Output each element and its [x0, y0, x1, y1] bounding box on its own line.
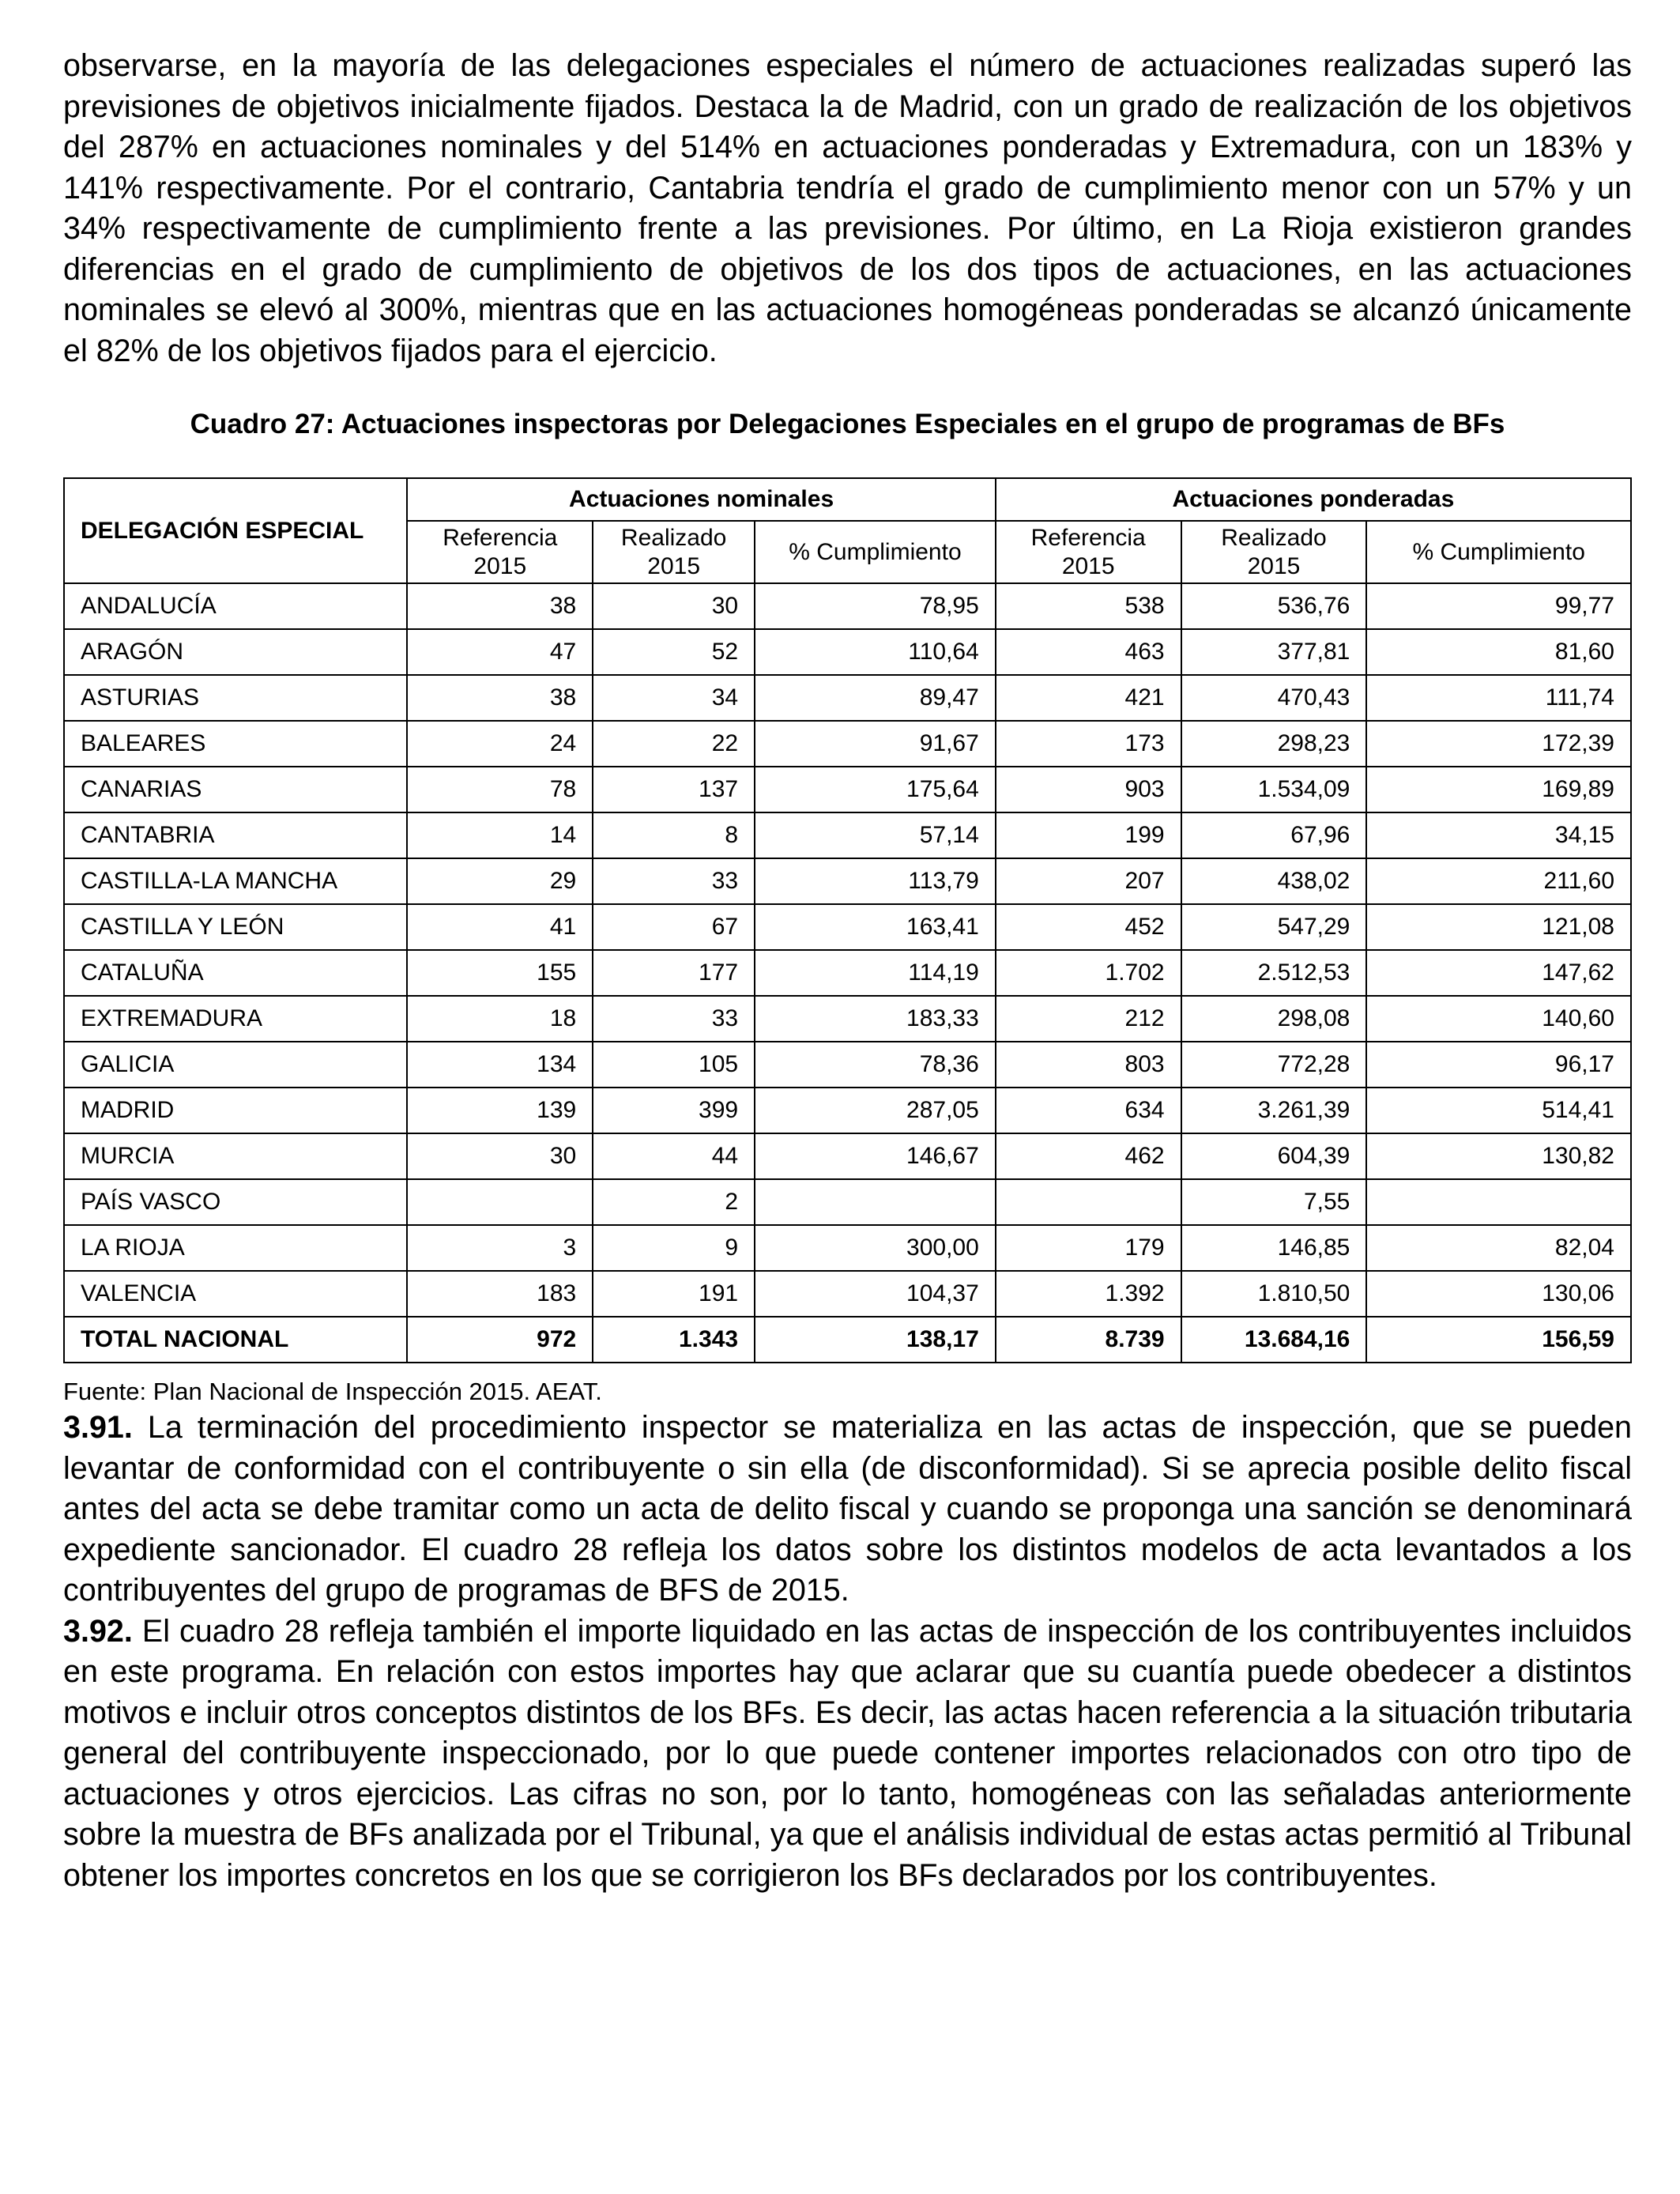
table-row: [64, 767, 1631, 812]
cell-n-pct: 57,14: [755, 812, 996, 858]
table-row: [64, 629, 1631, 675]
delegacion-name-cell: ARAGÓN: [64, 629, 407, 675]
cell-n-pct: 287,05: [755, 1088, 996, 1133]
paragraph-text: La terminación del procedimiento inspector se materializa en las actas de inspección, que se pueden levantar de conformidad con el contribuyente o sin ella (de disconformidad). Si se aprecia posible delito fiscal antes del acta se debe tramitar como un acta de delito fiscal y cuando se proponga una sanción se denominará expediente sancionador. El cuadro 28 refleja los datos sobre los distintos modelos de acta levantados a los contribuyentes del grupo de programas de BFS de 2015.: [63, 1410, 1632, 1608]
delegacion-name-cell: ANDALUCÍA: [64, 583, 407, 629]
table-row: [64, 1179, 1631, 1225]
cell-n-real: 52: [593, 629, 755, 675]
delegacion-name-cell: MURCIA: [64, 1133, 407, 1179]
cell-p-pct: 81,60: [1366, 629, 1631, 675]
table-row: [64, 1271, 1631, 1317]
cell-p-pct: 82,04: [1366, 1225, 1631, 1271]
header-actuaciones-ponderadas: Actuaciones ponderadas: [996, 478, 1631, 521]
cell-n-pct: 91,67: [755, 721, 996, 767]
cell-n-ref: 24: [407, 721, 593, 767]
table-row: [64, 721, 1631, 767]
intro-paragraph: observarse, en la mayoría de las delegaciones especiales el número de actuaciones realizadas superó las previsiones de objetivos inicialmente fijados. Destaca la de Madrid, con un grado de realización de los objetivos del 287% en actuaciones nominales y del 514% en actuaciones ponderadas y Extremadura, con un 183% y 141% respectivamente. Por el contrario, Cantabria tendría el grado de cumplimiento menor con un 57% y un 34% respectivamente de cumplimiento frente a las previsiones. Por último, en La Rioja existieron grandes diferencias en el grado de cumplimiento de objetivos de los dos tipos de actuaciones, en las actuaciones nominales se elevó al 300%, mientras que en las actuaciones homogéneas ponderadas se alcanzó únicamente el 82% de los objetivos fijados para el ejercicio.: [63, 48, 1632, 368]
cell-p-real: 604,39: [1181, 1133, 1367, 1179]
cell-n-ref: 78: [407, 767, 593, 812]
cell-p-ref: 462: [996, 1133, 1181, 1179]
delegacion-name-cell: CATALUÑA: [64, 950, 407, 996]
cell-n-real: 34: [593, 675, 755, 721]
cell-p-pct: 156,59: [1366, 1317, 1631, 1363]
cell-n-real: 137: [593, 767, 755, 812]
cell-p-ref: 199: [996, 812, 1181, 858]
cell-p-real: 547,29: [1181, 904, 1367, 950]
cell-n-pct: 300,00: [755, 1225, 996, 1271]
table-row: [64, 1088, 1631, 1133]
table-row: [64, 996, 1631, 1042]
delegacion-name-cell: LA RIOJA: [64, 1225, 407, 1271]
table-row: [64, 583, 1631, 629]
cell-n-ref: 18: [407, 996, 593, 1042]
header-delegacion: DELEGACIÓN ESPECIAL: [64, 478, 407, 583]
cell-n-real: 33: [593, 996, 755, 1042]
cell-n-ref: 29: [407, 858, 593, 904]
cell-p-ref: 903: [996, 767, 1181, 812]
table-row: [64, 858, 1631, 904]
cell-n-pct: 138,17: [755, 1317, 996, 1363]
cell-p-ref: 212: [996, 996, 1181, 1042]
cell-n-real: 67: [593, 904, 755, 950]
cell-p-ref: 452: [996, 904, 1181, 950]
cell-n-real: 9: [593, 1225, 755, 1271]
paragraph-3-92: [63, 1612, 1632, 1897]
header-nominal-cumplimiento: % Cumplimiento: [755, 521, 996, 583]
delegacion-name-cell: GALICIA: [64, 1042, 407, 1088]
cell-p-real: 2.512,53: [1181, 950, 1367, 996]
cell-p-real: 1.810,50: [1181, 1271, 1367, 1317]
cell-n-real: 8: [593, 812, 755, 858]
paragraph-3-91: [63, 1408, 1632, 1612]
cell-n-ref: 3: [407, 1225, 593, 1271]
cell-n-ref: 155: [407, 950, 593, 996]
cell-n-pct: 114,19: [755, 950, 996, 996]
table-title: Cuadro 27: Actuaciones inspectoras por Delegaciones Especiales en el grupo de programas de BFs: [190, 409, 1505, 439]
document-page: [63, 46, 1632, 1896]
cell-p-ref: 1.392: [996, 1271, 1181, 1317]
cell-n-ref: 134: [407, 1042, 593, 1088]
paragraph-number: 3.91.: [63, 1410, 133, 1445]
cell-n-pct: 78,95: [755, 583, 996, 629]
table-total-row: [64, 1317, 1631, 1363]
header-nominal-realizado: Realizado 2015: [593, 521, 755, 583]
table-row: [64, 950, 1631, 996]
cell-n-ref: [407, 1179, 593, 1225]
cell-p-pct: 172,39: [1366, 721, 1631, 767]
delegacion-name-cell: MADRID: [64, 1088, 407, 1133]
cell-p-real: 3.261,39: [1181, 1088, 1367, 1133]
header-ponderada-realizado: Realizado 2015: [1181, 521, 1367, 583]
paragraph-text: El cuadro 28 refleja también el importe liquidado en las actas de inspección de los contribuyentes incluidos en este programa. En relación con estos importes hay que aclarar que su cuantía puede obedecer a distintos motivos e incluir otros conceptos distintos de los BFs. Es decir, las actas hacen referencia a la situación tributaria general del contribuyente inspeccionado, por lo que puede contener importes relacionados con otro tipo de actuaciones y otros ejercicios. Las cifras no son, por lo tanto, homogéneas con las señaladas anteriormente sobre la muestra de BFs analizada por el Tribunal, ya que el análisis individual de estas actas permitió al Tribunal obtener los importes concretos en los que se corrigieron los BFs declarados por los contribuyentes.: [63, 1613, 1632, 1893]
cell-p-ref: 421: [996, 675, 1181, 721]
delegacion-name-cell: BALEARES: [64, 721, 407, 767]
cell-n-pct: 183,33: [755, 996, 996, 1042]
cell-n-pct: 163,41: [755, 904, 996, 950]
delegacion-name-cell: PAÍS VASCO: [64, 1179, 407, 1225]
cell-p-pct: 130,82: [1366, 1133, 1631, 1179]
cell-p-real: 67,96: [1181, 812, 1367, 858]
cell-n-real: 33: [593, 858, 755, 904]
cell-n-ref: 972: [407, 1317, 593, 1363]
cell-p-ref: [996, 1179, 1181, 1225]
cell-p-pct: 111,74: [1366, 675, 1631, 721]
cell-n-ref: 14: [407, 812, 593, 858]
delegacion-name-cell: CANTABRIA: [64, 812, 407, 858]
source-note: Fuente: Plan Nacional de Inspección 2015. AEAT.: [63, 1378, 602, 1405]
header-actuaciones-nominales: Actuaciones nominales: [407, 478, 995, 521]
cell-n-real: 1.343: [593, 1317, 755, 1363]
delegacion-name-cell: EXTREMADURA: [64, 996, 407, 1042]
paragraph-number: 3.92.: [63, 1613, 133, 1649]
table-row: [64, 1225, 1631, 1271]
cell-n-real: 44: [593, 1133, 755, 1179]
cell-p-real: 772,28: [1181, 1042, 1367, 1088]
cell-n-ref: 47: [407, 629, 593, 675]
cell-p-real: 7,55: [1181, 1179, 1367, 1225]
cell-p-real: 13.684,16: [1181, 1317, 1367, 1363]
cell-p-ref: 1.702: [996, 950, 1181, 996]
delegacion-name-cell: VALENCIA: [64, 1271, 407, 1317]
delegacion-name-cell: CASTILLA-LA MANCHA: [64, 858, 407, 904]
cell-n-real: 191: [593, 1271, 755, 1317]
cell-p-real: 470,43: [1181, 675, 1367, 721]
delegacion-name-cell: ASTURIAS: [64, 675, 407, 721]
cell-n-pct: [755, 1179, 996, 1225]
header-ponderada-referencia: Referencia 2015: [996, 521, 1181, 583]
header-nominal-referencia: Referencia 2015: [407, 521, 593, 583]
cell-p-ref: 803: [996, 1042, 1181, 1088]
delegacion-name-cell: CASTILLA Y LEÓN: [64, 904, 407, 950]
delegacion-name-cell: CANARIAS: [64, 767, 407, 812]
cell-n-real: 22: [593, 721, 755, 767]
cell-n-ref: 38: [407, 583, 593, 629]
table-row: [64, 904, 1631, 950]
cell-n-ref: 139: [407, 1088, 593, 1133]
cell-n-ref: 38: [407, 675, 593, 721]
cell-n-ref: 30: [407, 1133, 593, 1179]
cell-p-ref: 463: [996, 629, 1181, 675]
cell-p-ref: 634: [996, 1088, 1181, 1133]
cell-n-real: 30: [593, 583, 755, 629]
cell-p-pct: 147,62: [1366, 950, 1631, 996]
cell-n-real: 2: [593, 1179, 755, 1225]
cell-n-pct: 175,64: [755, 767, 996, 812]
cell-p-pct: 140,60: [1366, 996, 1631, 1042]
cell-n-real: 177: [593, 950, 755, 996]
table-row: [64, 1133, 1631, 1179]
cell-n-pct: 113,79: [755, 858, 996, 904]
cell-p-pct: 99,77: [1366, 583, 1631, 629]
table-body: [64, 583, 1631, 1363]
cell-n-pct: 110,64: [755, 629, 996, 675]
cell-p-pct: 34,15: [1366, 812, 1631, 858]
header-ponderada-cumplimiento: % Cumplimiento: [1366, 521, 1631, 583]
cell-n-real: 105: [593, 1042, 755, 1088]
cell-n-pct: 146,67: [755, 1133, 996, 1179]
cell-n-ref: 41: [407, 904, 593, 950]
cell-p-ref: 207: [996, 858, 1181, 904]
cell-n-pct: 89,47: [755, 675, 996, 721]
cell-p-pct: 514,41: [1366, 1088, 1631, 1133]
cell-p-pct: 169,89: [1366, 767, 1631, 812]
cell-p-real: 146,85: [1181, 1225, 1367, 1271]
cell-p-real: 298,08: [1181, 996, 1367, 1042]
delegacion-name-cell: TOTAL NACIONAL: [64, 1317, 407, 1363]
cell-p-ref: 538: [996, 583, 1181, 629]
cell-p-pct: 130,06: [1366, 1271, 1631, 1317]
cell-p-pct: 211,60: [1366, 858, 1631, 904]
cell-n-real: 399: [593, 1088, 755, 1133]
cell-p-pct: 121,08: [1366, 904, 1631, 950]
cell-p-ref: 179: [996, 1225, 1181, 1271]
data-table: [63, 477, 1632, 1363]
cell-p-ref: 173: [996, 721, 1181, 767]
cell-p-pct: 96,17: [1366, 1042, 1631, 1088]
table-row: [64, 1042, 1631, 1088]
cell-p-pct: [1366, 1179, 1631, 1225]
cell-p-real: 536,76: [1181, 583, 1367, 629]
cell-n-pct: 78,36: [755, 1042, 996, 1088]
cell-p-real: 298,23: [1181, 721, 1367, 767]
cell-p-ref: 8.739: [996, 1317, 1181, 1363]
cell-p-real: 1.534,09: [1181, 767, 1367, 812]
table-row: [64, 675, 1631, 721]
cell-n-pct: 104,37: [755, 1271, 996, 1317]
cell-n-ref: 183: [407, 1271, 593, 1317]
cell-p-real: 377,81: [1181, 629, 1367, 675]
cell-p-real: 438,02: [1181, 858, 1367, 904]
table-row: [64, 812, 1631, 858]
